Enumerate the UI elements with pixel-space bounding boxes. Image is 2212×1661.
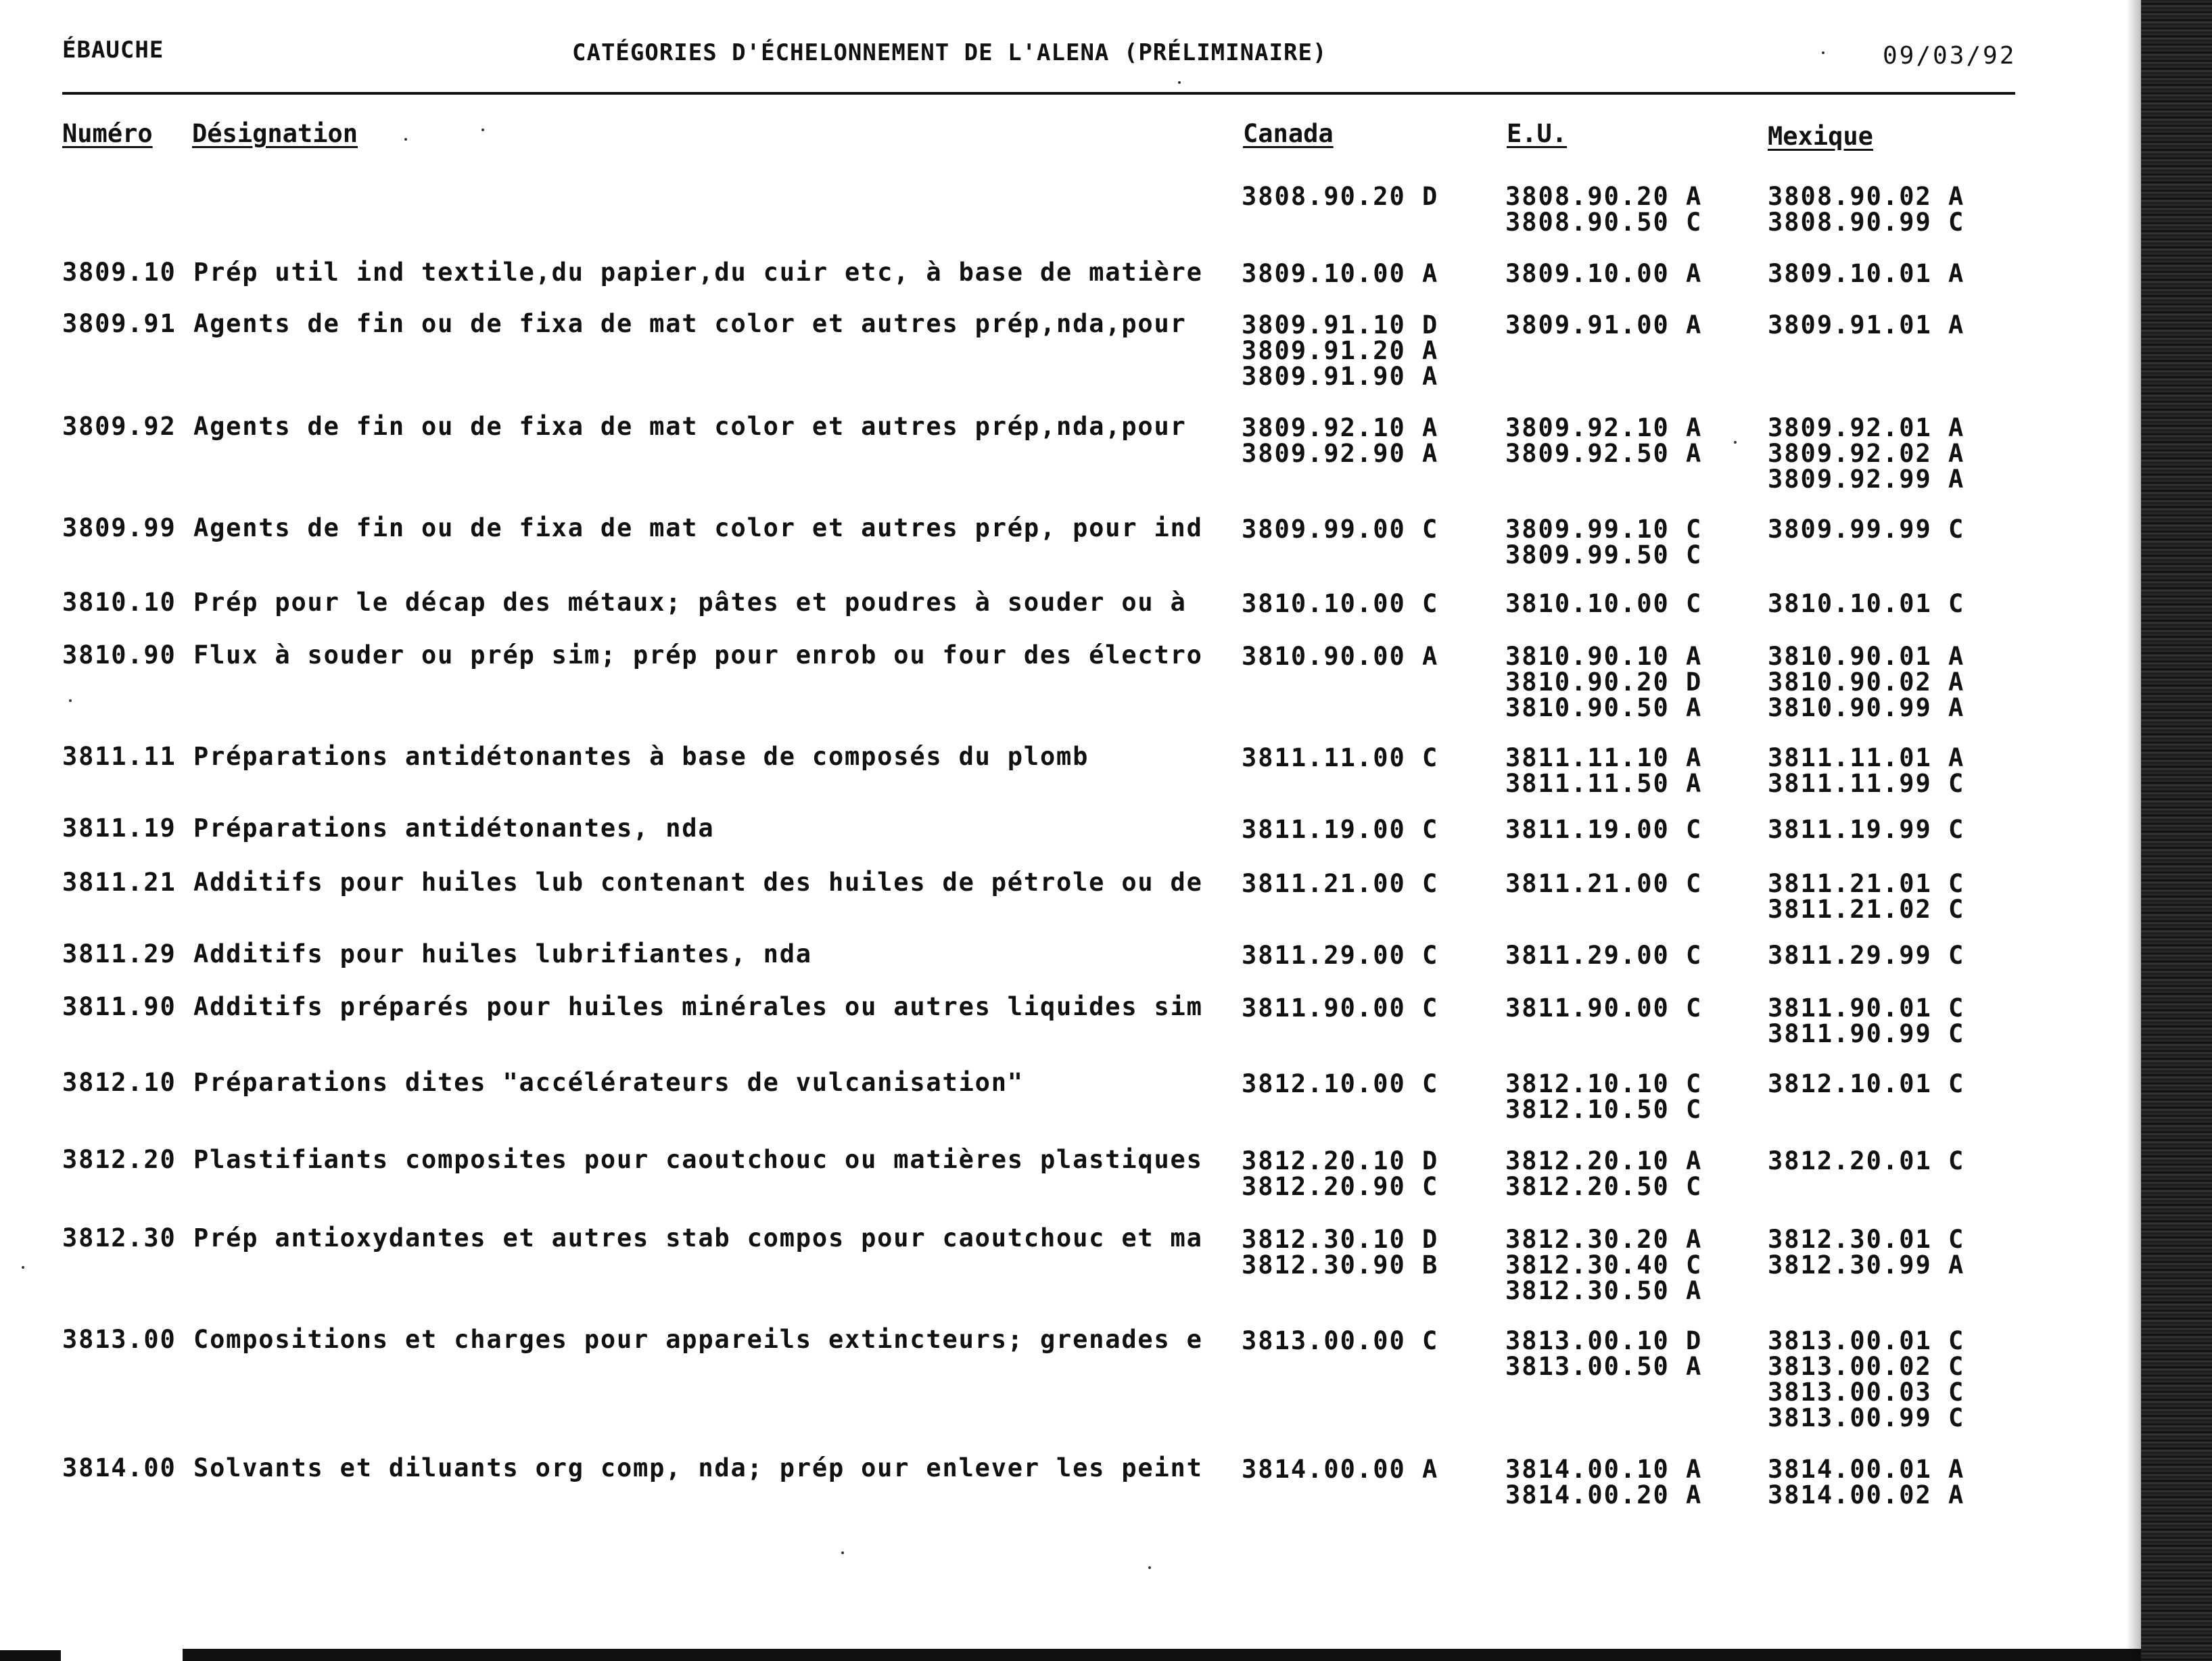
eu-code: 3813.00.50 A bbox=[1505, 1352, 1703, 1381]
mexique-codes bbox=[1768, 261, 1964, 287]
row-description: Compositions et charges pour appareils extincteurs; grenades e bbox=[193, 1325, 1203, 1354]
row-number: 3811.29 bbox=[62, 939, 177, 968]
mexique-code: 3811.21.02 C bbox=[1768, 895, 1965, 924]
mexique-codes bbox=[1768, 184, 1964, 235]
eu-codes bbox=[1505, 1328, 1702, 1380]
eu-code: 3812.10.10 C bbox=[1505, 1069, 1703, 1098]
scan-border-bottom bbox=[183, 1649, 2164, 1661]
row-number: 3811.11 bbox=[62, 742, 177, 771]
scan-speck bbox=[1822, 51, 1825, 54]
mexique-code: 3814.00.01 A bbox=[1768, 1455, 1965, 1484]
eu-code: 3812.20.10 A bbox=[1505, 1146, 1703, 1175]
eu-code: 3812.30.20 A bbox=[1505, 1225, 1703, 1254]
row-number: 3811.19 bbox=[62, 814, 177, 843]
eu-code: 3812.30.50 A bbox=[1505, 1276, 1703, 1305]
eu-code: 3812.10.50 C bbox=[1505, 1095, 1703, 1124]
mexique-code: 3810.90.99 A bbox=[1768, 693, 1965, 722]
canada-code: 3811.29.00 C bbox=[1242, 941, 1439, 970]
row-number: 3809.91 bbox=[62, 309, 177, 338]
scan-speck bbox=[1178, 81, 1181, 84]
canada-code: 3809.91.20 A bbox=[1242, 336, 1439, 365]
eu-codes bbox=[1505, 1071, 1702, 1123]
scan-speck bbox=[1148, 1566, 1151, 1569]
eu-codes bbox=[1505, 943, 1702, 968]
mexique-code: 3813.00.99 C bbox=[1768, 1403, 1965, 1432]
eu-codes bbox=[1505, 871, 1702, 897]
mexique-code: 3810.90.02 A bbox=[1768, 668, 1965, 697]
scan-speck bbox=[1734, 441, 1737, 444]
scan-speck bbox=[481, 128, 484, 131]
row-description: Agents de fin ou de fixa de mat color et autres prép,nda,pour bbox=[193, 412, 1187, 441]
eu-code: 3809.99.50 C bbox=[1505, 540, 1703, 569]
canada-codes bbox=[1242, 1457, 1438, 1482]
mexique-code: 3811.29.99 C bbox=[1768, 941, 1965, 970]
canada-code: 3814.00.00 A bbox=[1242, 1455, 1439, 1484]
row-description: Agents de fin ou de fixa de mat color et autres prép, pour ind bbox=[193, 513, 1203, 542]
canada-codes bbox=[1242, 261, 1438, 287]
mexique-codes bbox=[1768, 1227, 1964, 1278]
canada-code: 3812.10.00 C bbox=[1242, 1069, 1439, 1098]
row-number: 3811.21 bbox=[62, 868, 177, 897]
eu-code: 3811.11.50 A bbox=[1505, 769, 1703, 798]
mexique-codes bbox=[1768, 1071, 1964, 1097]
canada-codes bbox=[1242, 415, 1438, 467]
row-description: Additifs préparés pour huiles minérales ou autres liquides sim bbox=[193, 992, 1203, 1021]
eu-codes bbox=[1505, 1148, 1702, 1200]
row-description: Flux à souder ou prép sim; prép pour enrob ou four des électro bbox=[193, 640, 1203, 670]
mexique-codes bbox=[1768, 312, 1964, 338]
eu-codes bbox=[1505, 817, 1702, 843]
mexique-codes bbox=[1768, 415, 1964, 492]
mexique-code: 3813.00.03 C bbox=[1768, 1378, 1965, 1407]
eu-code: 3810.10.00 C bbox=[1505, 589, 1703, 618]
row-description: Prép pour le décap des métaux; pâtes et poudres à souder ou à bbox=[193, 588, 1187, 617]
eu-code: 3809.91.00 A bbox=[1505, 310, 1703, 340]
canada-code: 3810.90.00 A bbox=[1242, 642, 1439, 671]
canada-code: 3812.20.90 C bbox=[1242, 1172, 1439, 1201]
mexique-codes bbox=[1768, 1328, 1964, 1431]
scan-speck bbox=[69, 699, 72, 702]
column-header-mexique: Mexique bbox=[1768, 122, 1873, 151]
mexique-codes bbox=[1768, 1148, 1964, 1174]
canada-codes bbox=[1242, 871, 1438, 897]
mexique-code: 3813.00.01 C bbox=[1768, 1326, 1965, 1355]
eu-code: 3812.20.50 C bbox=[1505, 1172, 1703, 1201]
eu-codes bbox=[1505, 591, 1702, 617]
eu-code: 3811.19.00 C bbox=[1505, 815, 1703, 844]
canada-codes bbox=[1242, 1328, 1438, 1354]
scan-border-bottom-left bbox=[0, 1650, 61, 1661]
mexique-code: 3812.30.01 C bbox=[1768, 1225, 1965, 1254]
mexique-codes bbox=[1768, 993, 1965, 1048]
canada-codes bbox=[1242, 517, 1438, 542]
row-description: Plastifiants composites pour caoutchouc ou matières plastiques bbox=[193, 1145, 1203, 1174]
mexique-codes bbox=[1768, 817, 1964, 843]
eu-codes bbox=[1505, 312, 1702, 338]
document-date: 09/03/92 bbox=[1883, 42, 2017, 70]
canada-code: 3809.92.10 A bbox=[1242, 413, 1439, 442]
scan-speck bbox=[841, 1551, 844, 1554]
canada-code: 3812.30.10 D bbox=[1242, 1225, 1439, 1254]
mexique-code: 3808.90.99 C bbox=[1768, 208, 1965, 237]
row-number: 3812.20 bbox=[62, 1145, 177, 1174]
header-divider bbox=[62, 92, 2015, 95]
mexique-code: 3809.92.01 A bbox=[1768, 413, 1965, 442]
canada-code: 3809.99.00 C bbox=[1242, 515, 1439, 544]
row-description: Prép antioxydantes et autres stab compos pour caoutchouc et ma bbox=[193, 1223, 1203, 1253]
eu-code: 3809.99.10 C bbox=[1505, 515, 1703, 544]
canada-codes bbox=[1242, 1071, 1438, 1097]
eu-codes bbox=[1505, 1227, 1702, 1304]
mexique-code: 3812.20.01 C bbox=[1768, 1146, 1965, 1175]
mexique-code: 3812.10.01 C bbox=[1768, 1069, 1965, 1098]
mexique-code: 3809.91.01 A bbox=[1768, 310, 1965, 340]
draft-label: ÉBAUCHE bbox=[62, 37, 164, 64]
row-description: Préparations antidétonantes à base de composés du plomb bbox=[193, 742, 1089, 771]
canada-codes bbox=[1242, 184, 1438, 210]
eu-codes bbox=[1505, 644, 1702, 721]
mexique-code: 3811.11.99 C bbox=[1768, 769, 1965, 798]
eu-code: 3808.90.50 C bbox=[1505, 208, 1703, 237]
eu-code: 3810.90.10 A bbox=[1505, 642, 1703, 671]
mexique-code: 3809.99.99 C bbox=[1768, 515, 1965, 544]
scan-speck bbox=[404, 138, 407, 141]
eu-code: 3812.30.40 C bbox=[1505, 1250, 1703, 1280]
row-number: 3813.00 bbox=[62, 1325, 177, 1354]
eu-codes bbox=[1505, 184, 1702, 235]
scan-speck bbox=[22, 1266, 24, 1269]
row-number: 3811.90 bbox=[62, 992, 177, 1021]
mexique-code: 3810.90.01 A bbox=[1768, 642, 1965, 671]
mexique-code: 3810.10.01 C bbox=[1768, 589, 1965, 618]
mexique-code: 3811.90.01 C bbox=[1768, 993, 1965, 1023]
row-description: Préparations dites "accélérateurs de vulcanisation" bbox=[193, 1068, 1024, 1097]
canada-code: 3811.19.00 C bbox=[1242, 815, 1439, 844]
eu-code: 3811.29.00 C bbox=[1505, 941, 1703, 970]
eu-code: 3810.90.20 D bbox=[1505, 668, 1703, 697]
canada-code: 3812.30.90 B bbox=[1242, 1250, 1439, 1280]
canada-code: 3809.10.00 A bbox=[1242, 259, 1439, 288]
eu-code: 3813.00.10 D bbox=[1505, 1326, 1703, 1355]
canada-codes bbox=[1242, 1148, 1438, 1200]
eu-codes bbox=[1505, 261, 1702, 287]
eu-code: 3811.21.00 C bbox=[1505, 869, 1703, 898]
canada-codes bbox=[1242, 943, 1438, 968]
canada-codes bbox=[1242, 312, 1438, 390]
eu-code: 3814.00.10 A bbox=[1505, 1455, 1703, 1484]
mexique-code: 3814.00.02 A bbox=[1768, 1480, 1965, 1510]
eu-code: 3809.92.50 A bbox=[1505, 439, 1703, 468]
eu-codes bbox=[1505, 993, 1703, 1023]
mexique-codes bbox=[1768, 745, 1964, 797]
column-header-canada: Canada bbox=[1243, 119, 1334, 148]
row-number: 3809.99 bbox=[62, 513, 177, 542]
canada-code: 3811.90.00 C bbox=[1242, 993, 1439, 1023]
eu-code: 3810.90.50 A bbox=[1505, 693, 1703, 722]
row-number: 3809.92 bbox=[62, 412, 177, 441]
mexique-codes bbox=[1768, 591, 1964, 617]
mexique-codes bbox=[1768, 871, 1964, 922]
row-description: Préparations antidétonantes, nda bbox=[193, 814, 715, 843]
eu-codes bbox=[1505, 415, 1702, 467]
mexique-code: 3808.90.02 A bbox=[1768, 182, 1965, 211]
row-number: 3810.10 bbox=[62, 588, 177, 617]
mexique-code: 3811.11.01 A bbox=[1768, 743, 1965, 772]
row-number: 3814.00 bbox=[62, 1453, 177, 1482]
canada-code: 3812.20.10 D bbox=[1242, 1146, 1439, 1175]
canada-code: 3810.10.00 C bbox=[1242, 589, 1439, 618]
eu-code: 3808.90.20 A bbox=[1505, 182, 1703, 211]
canada-code: 3813.00.00 C bbox=[1242, 1326, 1439, 1355]
canada-codes bbox=[1242, 817, 1438, 843]
row-number: 3810.90 bbox=[62, 640, 177, 670]
row-number: 3812.30 bbox=[62, 1223, 177, 1253]
canada-code: 3811.11.00 C bbox=[1242, 743, 1439, 772]
row-number: 3809.10 bbox=[62, 258, 177, 287]
mexique-code: 3813.00.02 C bbox=[1768, 1352, 1965, 1381]
mexique-code: 3811.19.99 C bbox=[1768, 815, 1965, 844]
mexique-code: 3809.92.99 A bbox=[1768, 465, 1965, 494]
eu-code: 3809.10.00 A bbox=[1505, 259, 1703, 288]
mexique-code: 3811.90.99 C bbox=[1768, 1019, 1965, 1048]
mexique-code: 3812.30.99 A bbox=[1768, 1250, 1965, 1280]
mexique-codes bbox=[1768, 644, 1964, 721]
mexique-codes bbox=[1768, 943, 1964, 968]
eu-codes bbox=[1505, 745, 1702, 797]
row-number: 3812.10 bbox=[62, 1068, 177, 1097]
row-description: Additifs pour huiles lubrifiantes, nda bbox=[193, 939, 812, 968]
mexique-code: 3811.21.01 C bbox=[1768, 869, 1965, 898]
eu-code: 3811.11.10 A bbox=[1505, 743, 1703, 772]
canada-code: 3811.21.00 C bbox=[1242, 869, 1439, 898]
canada-code: 3808.90.20 D bbox=[1242, 182, 1439, 211]
column-header-eu: E.U. bbox=[1507, 119, 1568, 148]
canada-code: 3809.92.90 A bbox=[1242, 439, 1439, 468]
canada-codes bbox=[1242, 993, 1439, 1023]
eu-code: 3811.90.00 C bbox=[1505, 993, 1703, 1023]
column-header-designation: Désignation bbox=[192, 119, 358, 148]
row-description: Agents de fin ou de fixa de mat color et autres prép,nda,pour bbox=[193, 309, 1187, 338]
eu-code: 3809.92.10 A bbox=[1505, 413, 1703, 442]
row-description: Additifs pour huiles lub contenant des huiles de pétrole ou de bbox=[193, 868, 1203, 897]
page-title: CATÉGORIES D'ÉCHELONNEMENT DE L'ALENA (PRÉLIMINAIRE) bbox=[572, 39, 1327, 66]
mexique-code: 3809.10.01 A bbox=[1768, 259, 1965, 288]
row-description: Prép util ind textile,du papier,du cuir etc, à base de matière bbox=[193, 258, 1203, 287]
mexique-codes bbox=[1768, 1457, 1964, 1508]
canada-codes bbox=[1242, 1227, 1438, 1278]
eu-code: 3814.00.20 A bbox=[1505, 1480, 1703, 1510]
row-description: Solvants et diluants org comp, nda; prép our enlever les peint bbox=[193, 1453, 1203, 1482]
canada-codes bbox=[1242, 745, 1438, 771]
eu-codes bbox=[1505, 1457, 1702, 1508]
canada-code: 3809.91.10 D bbox=[1242, 310, 1439, 340]
canada-code: 3809.91.90 A bbox=[1242, 362, 1439, 391]
eu-codes bbox=[1505, 517, 1702, 568]
scan-border-right bbox=[2141, 0, 2212, 1661]
canada-codes bbox=[1242, 591, 1438, 617]
mexique-codes bbox=[1768, 517, 1964, 542]
canada-codes bbox=[1242, 644, 1438, 670]
mexique-code: 3809.92.02 A bbox=[1768, 439, 1965, 468]
column-header-numero: Numéro bbox=[62, 119, 153, 148]
